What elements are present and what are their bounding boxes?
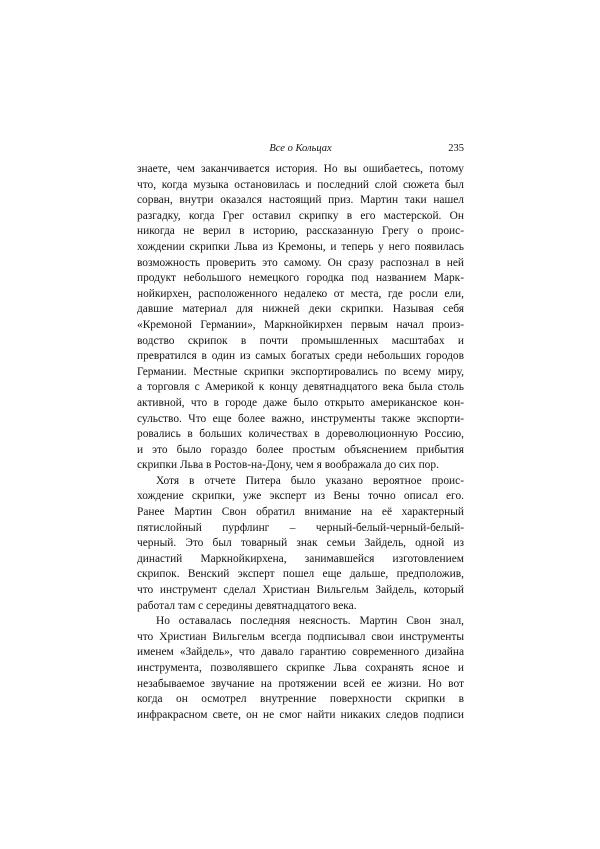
text-line: незабываемое звучание на протяжении всей ее жизни. Но вот — [137, 677, 464, 690]
text-line: Хотя в отчете Питера было указано вероятное проис- — [156, 474, 464, 487]
text-line: разгадку, когда Грег оставил скрипку в его мастерской. Он — [137, 209, 464, 222]
text-line: и это было гораздо более простым объяснением прибытия — [137, 443, 464, 456]
text-line: скрипок. Венский эксперт пошел еще дальше, предположив, — [137, 568, 464, 581]
text-line: активной, что в городе даже было открыто американское кон- — [137, 396, 464, 409]
paragraph-3 — [137, 614, 464, 723]
text-line: сорван, внутри оказался настоящий приз. Мартин таки нашел — [137, 194, 464, 207]
text-line: Ранее Мартин Свон обратил внимание на её характерный — [137, 506, 464, 519]
text-line: никогда не верил в историю, рассказанную Грегу о проис- — [137, 225, 464, 238]
text-line: именем «Зайдель», что давало гарантию современного дизайна — [137, 646, 464, 659]
text-line: продукт небольшого немецкого городка под названием Марк- — [137, 272, 464, 285]
text-line: знаете, чем заканчивается история. Но вы ошибаетесь, потому — [137, 163, 464, 175]
text-line: что, когда музыка остановилась и последний слой сюжета был — [137, 178, 464, 191]
text-line: что Христиан Вильгельм всегда подписывал свои инструменты — [137, 630, 464, 643]
text-line: скрипки Льва в Ростов-на-Дону, чем я воображала до сих пор. — [137, 459, 439, 472]
text-line: «Кремоной Германии», Маркнойкирхен первым начал произ- — [137, 318, 464, 331]
text-line: водство скрипок в почти промышленных масштабах и — [137, 334, 464, 347]
running-head — [137, 142, 464, 156]
body-text — [137, 162, 464, 723]
text-line: инструмента, позволявшего скрипке Льва сохранять ясное и — [137, 662, 464, 674]
text-line: инфракрасном свете, он не смог найти никаких следов подписи — [137, 708, 464, 721]
running-title: Все о Кольцах — [269, 143, 332, 154]
paragraph-1 — [137, 162, 464, 474]
text-line: Германии. Местные скрипки экспортировались по всему миру, — [137, 365, 464, 378]
text-line: черный. Это был товарный знак семьи Зайдель, одной из — [137, 537, 464, 550]
text-line: пятислойный пурфлинг – черный-белый-черный-белый- — [137, 521, 464, 534]
text-line: нойкирхен, расположенного недалеко от места, где росли ели, — [137, 287, 464, 300]
text-line: возможность проверить это самому. Он сразу распознал в ней — [137, 256, 464, 269]
text-line: давшие материал для нижней деки скрипки. Называя себя — [137, 303, 464, 316]
text-line: Но оставалась последняя неясность. Мартин Свон знал, — [156, 615, 464, 628]
text-line: сульство. Что еще более важно, инструменты также экспорти- — [137, 412, 464, 425]
text-line: ровались в больших количествах в дореволюционную Россию, — [137, 428, 464, 441]
text-line: когда он осмотрел внутренние поверхности скрипки в — [137, 693, 464, 706]
text-line: что инструмент сделал Христиан Вильгельм Зайдель, который — [137, 584, 464, 597]
text-line: превратился в один из самых богатых среди небольших городов — [137, 350, 464, 363]
text-line: работал там с середины девятнадцатого века. — [137, 599, 357, 612]
text-line: хождении скрипки Льва из Кремоны, и теперь у него появилась — [137, 240, 464, 253]
page-number: 235 — [448, 143, 464, 154]
text-line: а торговля с Америкой к концу девятнадцатого века была столь — [137, 381, 464, 394]
text-line: хождение скрипки, уже эксперт из Вены точно описал его. — [137, 490, 464, 503]
text-line: династий Маркнойкирхена, занимавшейся изготовлением — [137, 552, 464, 565]
paragraph-2 — [137, 474, 464, 614]
